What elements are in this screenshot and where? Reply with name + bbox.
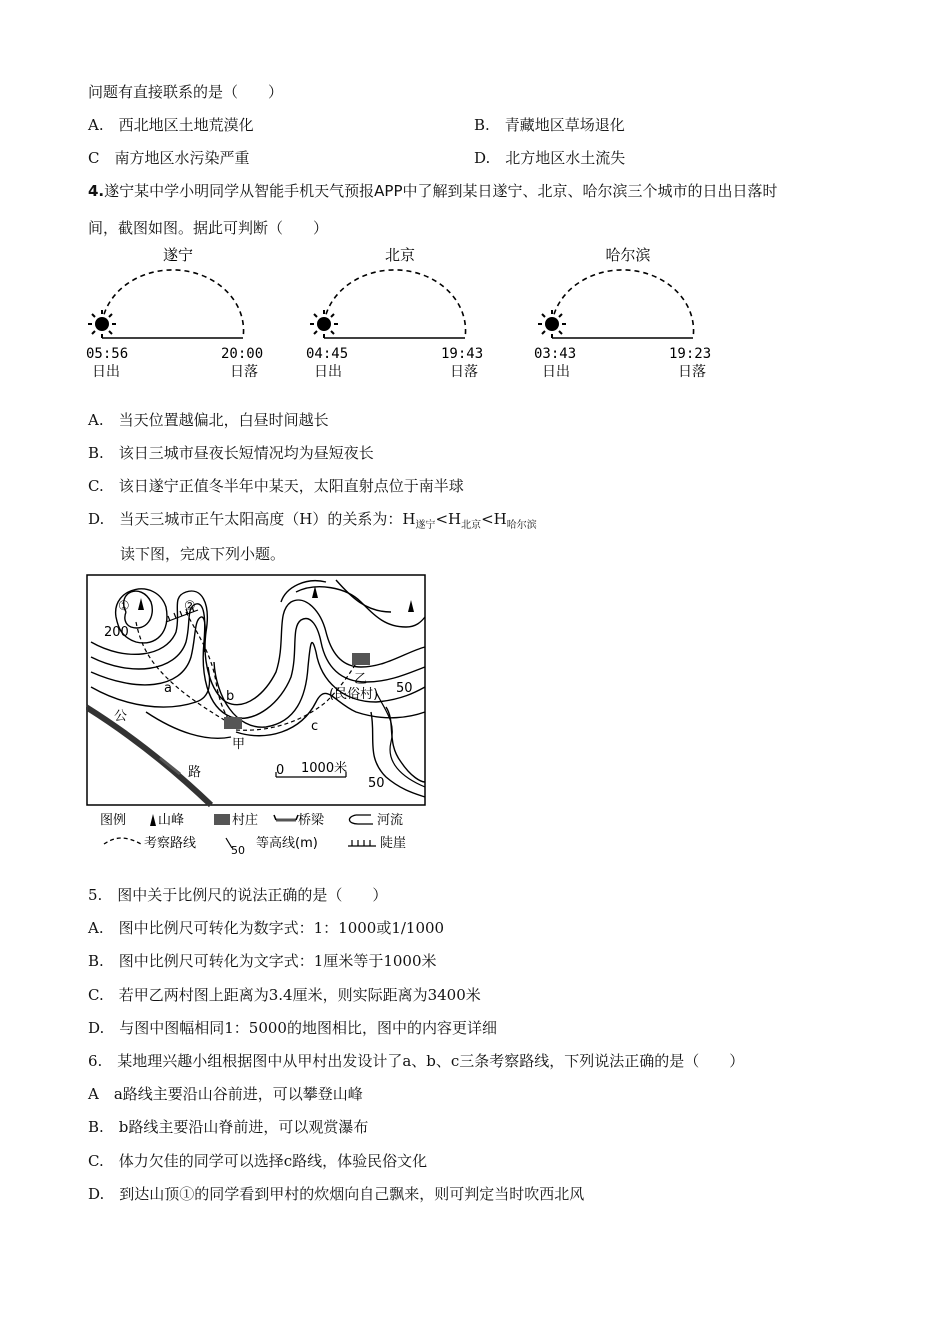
q4-option-a: A. 当天位置越偏北，白昼时间越长	[88, 411, 329, 429]
q5-option-d: D. 与图中图幅相同1：5000的地图相比，图中的内容更详细	[88, 1019, 497, 1037]
q6-option-b: B. b路线主要沿山脊前进，可以观赏瀑布	[88, 1118, 369, 1136]
q4-option-c: C. 该日遂宁正值冬半年中某天，太阳直射点位于南半球	[88, 477, 464, 495]
folk-village-label: (民俗村)	[329, 687, 379, 702]
peak1-label: ①	[118, 599, 130, 614]
sunrise-label: 日出	[92, 364, 120, 380]
q6-option-c: C. 体力欠佳的同学可以选择c路线，体验民俗文化	[88, 1152, 428, 1170]
legend-contour: 等高线(m)	[256, 836, 318, 851]
city-panel-suining	[86, 246, 263, 380]
sun-icon	[310, 310, 338, 338]
subscript-beijing: 北京	[461, 520, 482, 531]
sunrise-time: 04:45	[306, 346, 349, 362]
contour-50-label: 50	[396, 681, 413, 696]
sun-icon	[538, 310, 566, 338]
legend-cliff: 陡崖	[380, 836, 407, 851]
bridge-icon	[274, 815, 298, 820]
q5-stem: 5. 图中关于比例尺的说法正确的是（ ）	[88, 886, 388, 904]
map-legend	[100, 812, 406, 857]
city-name: 哈尔滨	[605, 246, 651, 264]
q5-option-c: C. 若甲乙两村图上距离为3.4厘米，则实际距离为3400米	[88, 986, 481, 1004]
q4-stem-line1	[88, 181, 778, 201]
route-b-label: b	[226, 689, 235, 704]
subscript-suining: 遂宁	[415, 520, 436, 531]
q5-option-a: A. 图中比例尺可转化为数字式：1：1000或1/1000	[88, 919, 445, 937]
subscript-harbin: 哈尔滨	[506, 520, 537, 531]
road-label-1: 公	[114, 709, 128, 724]
sunset-time: 20:00	[221, 346, 264, 362]
contour-50-label: 50	[368, 776, 385, 791]
village-yi-label: 乙	[354, 672, 368, 687]
route-c-label: c	[311, 719, 319, 734]
q4-stem-line2: 间，截图如图。据此可判断（ ）	[88, 219, 329, 237]
q5-option-b: B. 图中比例尺可转化为文字式：1厘米等于1000米	[88, 952, 437, 970]
q6-stem: 6. 某地理兴趣小组根据图中从甲村出发设计了a、b、c三条考察路线，下列说法正确的是（ ）	[88, 1052, 745, 1070]
highway	[86, 707, 211, 805]
q4-number: 4.	[88, 182, 105, 200]
q6-option-a: A a路线主要沿山谷前进，可以攀登山峰	[88, 1085, 363, 1103]
q6-option-d: D. 到达山顶①的同学看到甲村的炊烟向自己飘来，则可判定当时吹西北风	[88, 1185, 585, 1203]
sun-icon	[88, 310, 116, 338]
legend-route: 考察路线	[144, 836, 197, 851]
village-jia-marker	[224, 717, 242, 729]
peak-icon	[138, 598, 144, 610]
q4-option-b: B. 该日三城市昼夜长短情况均为昼短夜长	[88, 444, 374, 462]
sunset-label: 日落	[230, 364, 258, 380]
sunrise-time: 03:43	[534, 346, 577, 362]
sunset-label: 日落	[678, 364, 706, 380]
sunrise-label: 日出	[314, 364, 342, 380]
legend-bridge: 桥梁	[298, 813, 325, 828]
contour-200-label: 200	[104, 625, 129, 640]
q4-option-d-prefix: D. 当天三城市正午太阳高度（H）的关系为：H	[88, 510, 416, 528]
contour-map	[86, 572, 431, 857]
peak-icons	[138, 586, 414, 612]
road-label-2: 路	[188, 765, 202, 780]
city-panel-beijing	[306, 246, 483, 380]
city-name: 北京	[384, 246, 416, 264]
legend-contour-num: 50	[231, 844, 245, 857]
route-icon	[104, 838, 141, 844]
legend-title: 图例	[100, 813, 127, 828]
river	[376, 692, 425, 787]
peak-icon	[150, 814, 156, 826]
village-jia-label: 甲	[232, 737, 246, 752]
legend-village: 村庄	[232, 813, 259, 828]
village-yi-marker	[352, 653, 370, 665]
peak2-label: ②	[184, 599, 196, 614]
route-b	[186, 612, 235, 724]
section-intro: 读下图，完成下列小题。	[120, 545, 286, 563]
sunrise-sunset-diagram	[80, 240, 740, 380]
sunset-time: 19:23	[669, 346, 712, 362]
lt-sign: <H	[435, 510, 462, 528]
village-icon	[214, 814, 230, 825]
q3-stem-end: 问题有直接联系的是（ ）	[88, 83, 284, 101]
route-a-label: a	[164, 681, 172, 696]
legend-river: 河流	[377, 813, 404, 828]
lt-sign: <H	[481, 510, 507, 528]
q4-option-d	[88, 509, 537, 536]
q3-option-a: A. 西北地区土地荒漠化	[88, 116, 254, 134]
cliff-icon	[348, 840, 376, 846]
city-name: 遂宁	[162, 246, 194, 264]
sunrise-label: 日出	[542, 364, 570, 380]
sunset-label: 日落	[450, 364, 478, 380]
city-panel-harbin	[534, 246, 711, 380]
q3-option-c: C 南方地区水污染严重	[88, 149, 250, 167]
peak-icon	[408, 600, 414, 612]
legend-peak: 山峰	[158, 813, 185, 828]
q3-option-d: D. 北方地区水土流失	[474, 149, 626, 167]
peak-icon	[312, 586, 318, 598]
sunrise-time: 05:56	[86, 346, 129, 362]
river-icon	[349, 815, 373, 824]
sunset-time: 19:43	[441, 346, 484, 362]
route-a	[136, 622, 231, 724]
q3-option-b: B. 青藏地区草场退化	[474, 116, 625, 134]
scale-1000: 1000米	[301, 761, 348, 776]
scale-zero: 0	[276, 763, 285, 778]
q4-stem-text: 遂宁某中学小明同学从智能手机天气预报APP中了解到某日遂宁、北京、哈尔滨三个城市的日出日落时	[104, 182, 778, 200]
